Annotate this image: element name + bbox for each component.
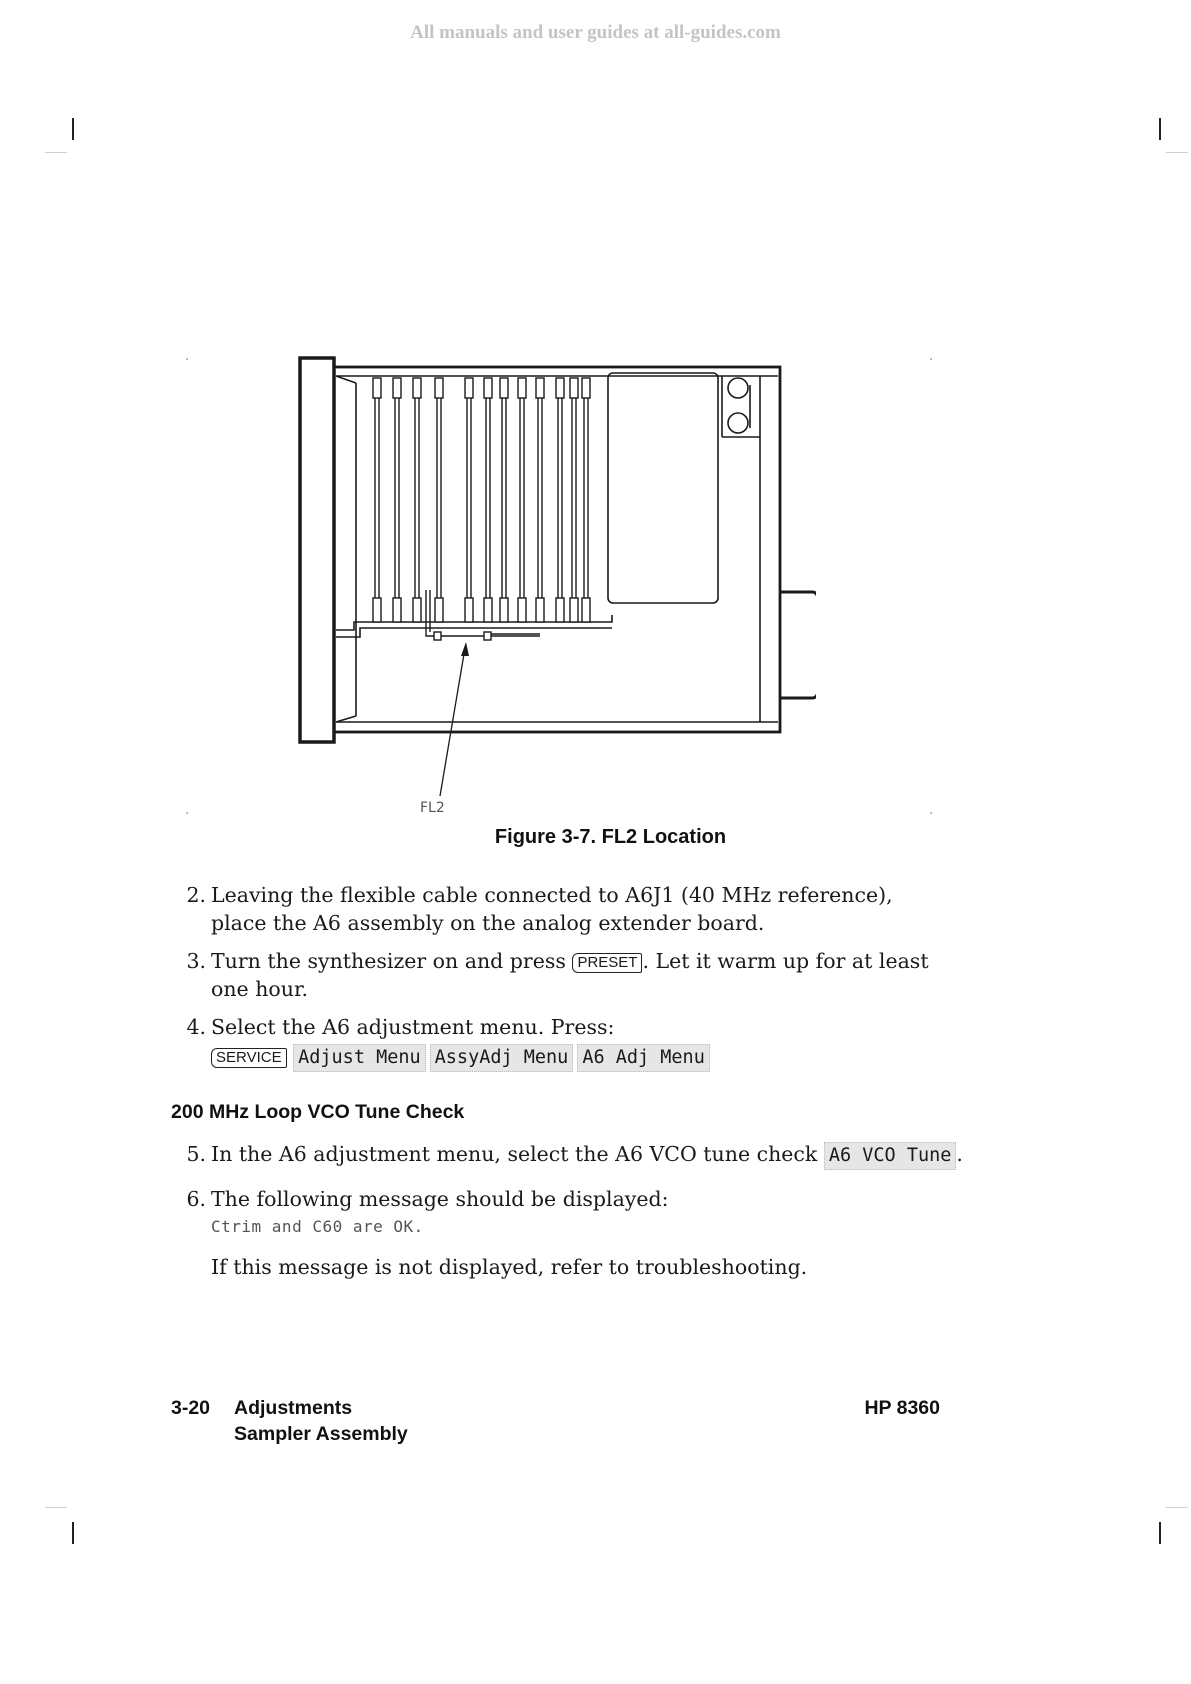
step-text: Select the A6 adjustment menu. Press: bbox=[211, 1015, 615, 1039]
preset-key: PRESET bbox=[572, 953, 642, 973]
step-text: The following message should be displayed: bbox=[211, 1187, 669, 1211]
fl2-callout-arrow bbox=[440, 642, 469, 796]
softkey-a6-adj-menu: A6 Adj Menu bbox=[577, 1044, 710, 1072]
step-number: 5. bbox=[186, 1142, 206, 1166]
figure-corner-mark bbox=[186, 358, 188, 360]
crop-mark bbox=[1159, 118, 1161, 140]
watermark: All manuals and user guides at all-guides.com bbox=[410, 22, 781, 43]
crop-mark bbox=[45, 152, 67, 153]
card-slot bbox=[413, 378, 421, 622]
step-text: Turn the synthesizer on and press bbox=[211, 949, 566, 973]
footer-subsection: Sampler Assembly bbox=[234, 1423, 408, 1445]
card-slot bbox=[373, 378, 381, 622]
step-text: In the A6 adjustment menu, select the A6 VCO tune check bbox=[211, 1142, 818, 1166]
card-slot bbox=[435, 378, 443, 622]
card-slot bbox=[465, 378, 473, 622]
softkey-a6-vco-tune: A6 VCO Tune bbox=[824, 1142, 957, 1170]
crop-mark bbox=[72, 118, 74, 140]
card-slot bbox=[484, 378, 492, 622]
fl2-location-diagram bbox=[296, 356, 816, 818]
footer-page-number: 3-20 bbox=[171, 1397, 211, 1419]
step-text-after: . Let it warm up for at least one hour. bbox=[211, 949, 929, 1001]
figure-corner-mark bbox=[930, 812, 932, 814]
section-heading: 200 MHz Loop VCO Tune Check bbox=[171, 1101, 465, 1123]
figure-caption: Figure 3-7. FL2 Location bbox=[494, 826, 727, 848]
softkey-assyadj-menu: AssyAdj Menu bbox=[430, 1044, 574, 1072]
crop-mark bbox=[1166, 1507, 1188, 1508]
card-slot bbox=[500, 378, 508, 622]
step-number: 2. bbox=[186, 883, 206, 907]
crop-mark bbox=[1159, 1522, 1161, 1544]
footer-model: HP 8360 bbox=[864, 1397, 940, 1419]
card-slot bbox=[556, 378, 564, 622]
crop-mark bbox=[1166, 152, 1188, 153]
card-slots bbox=[373, 378, 590, 622]
step-3 bbox=[180, 947, 950, 1003]
crop-mark bbox=[72, 1522, 74, 1544]
card-slot bbox=[570, 378, 578, 622]
chassis-outline bbox=[334, 367, 780, 732]
figure-corner-mark bbox=[930, 358, 932, 360]
step-4 bbox=[180, 1013, 950, 1072]
fl2-callout-label: FL2 bbox=[420, 800, 445, 816]
step-2 bbox=[180, 881, 950, 937]
footer-section: Adjustments bbox=[234, 1397, 353, 1419]
figure-corner-mark bbox=[186, 812, 188, 814]
card-slot bbox=[582, 378, 590, 622]
step-number: 6. bbox=[186, 1187, 206, 1211]
crop-mark bbox=[45, 1507, 67, 1508]
card-slot bbox=[518, 378, 526, 622]
step-text-after: . bbox=[956, 1142, 963, 1166]
step-6 bbox=[180, 1185, 950, 1281]
step-number: 3. bbox=[186, 949, 206, 973]
card-slot bbox=[393, 378, 401, 622]
step-5 bbox=[180, 1140, 980, 1170]
step-note: If this message is not displayed, refer to troubleshooting. bbox=[211, 1255, 808, 1279]
display-message: Ctrim and C60 are OK. bbox=[211, 1217, 424, 1236]
front-panel bbox=[300, 358, 334, 742]
service-key: SERVICE bbox=[211, 1048, 287, 1068]
step-number: 4. bbox=[186, 1015, 206, 1039]
card-slot bbox=[536, 378, 544, 622]
softkey-adjust-menu: Adjust Menu bbox=[293, 1044, 426, 1072]
step-text: Leaving the flexible cable connected to A6J1 (40 MHz reference), place the A6 assembly on the analog extender board. bbox=[211, 883, 893, 935]
